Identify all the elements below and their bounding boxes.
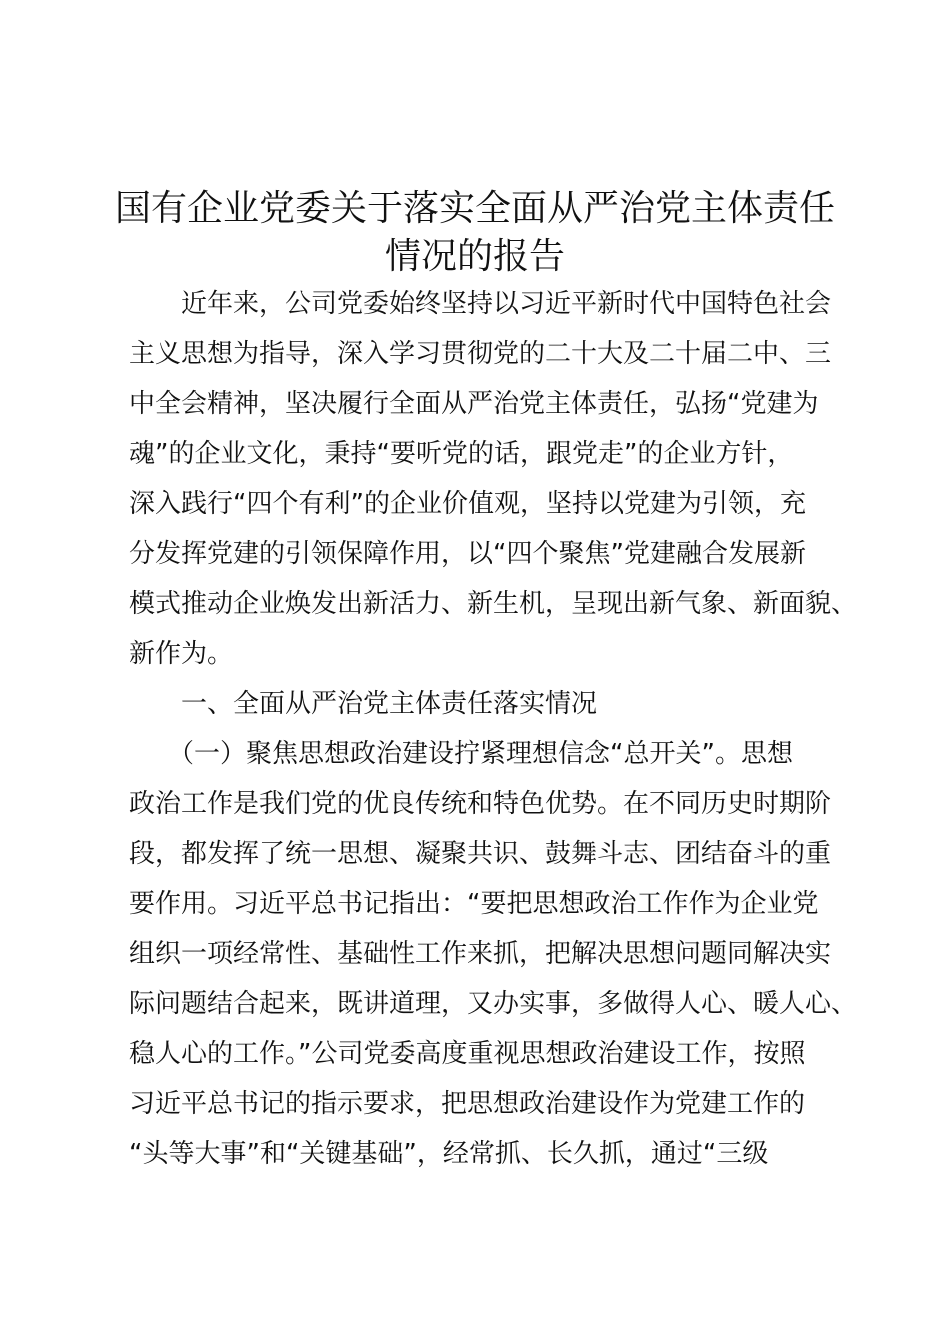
body-line: 组织一项经常性、基础性工作来抓，把解决思想问题同解决实: [129, 939, 832, 969]
document-title-line-2: 情况的报告: [384, 236, 565, 277]
body-line: 深入践行“四个有利”的企业价值观，坚持以党建为引领，充: [129, 489, 806, 519]
body-line: 稳人心的工作。”公司党委高度重视思想政治建设工作，按照: [129, 1039, 806, 1069]
body-line: 中全会精神，坚决履行全面从严治党主体责任，弘扬“党建为: [129, 389, 819, 419]
body-line: 新作为。: [129, 639, 234, 669]
body-line: 分发挥党建的引领保障作用，以“四个聚焦”党建融合发展新: [129, 539, 806, 569]
body-line: （一）聚焦思想政治建设拧紧理想信念“总开关”。思想: [129, 739, 793, 769]
body-line: 际问题结合起来，既讲道理，又办实事，多做得人心、暖人心、: [129, 989, 858, 1019]
body-line: 近年来，公司党委始终坚持以习近平新时代中国特色社会: [129, 289, 832, 319]
body-line: 要作用。习近平总书记指出：“要把思想政治工作作为企业党: [129, 889, 819, 919]
body-line: 主义思想为指导，深入学习贯彻党的二十大及二十届二中、三: [129, 339, 832, 369]
body-line: “头等大事”和“关键基础”，经常抓、长久抓，通过“三级: [129, 1139, 769, 1169]
body-line: 魂”的企业文化，秉持“要听党的话，跟党走”的企业方针，: [129, 439, 794, 469]
section-heading: 一、全面从严治党主体责任落实情况: [129, 689, 598, 719]
document-title-line-1: 国有企业党委关于落实全面从严治党主体责任: [114, 188, 835, 229]
body-line: 段，都发挥了统一思想、凝聚共识、鼓舞斗志、团结奋斗的重: [129, 839, 832, 869]
body-line: 习近平总书记的指示要求，把思想政治建设作为党建工作的: [129, 1089, 806, 1119]
body-line: 模式推动企业焕发出新活力、新生机，呈现出新气象、新面貌、: [129, 589, 858, 619]
body-line: 政治工作是我们党的优良传统和特色优势。在不同历史时期阶: [129, 789, 832, 819]
